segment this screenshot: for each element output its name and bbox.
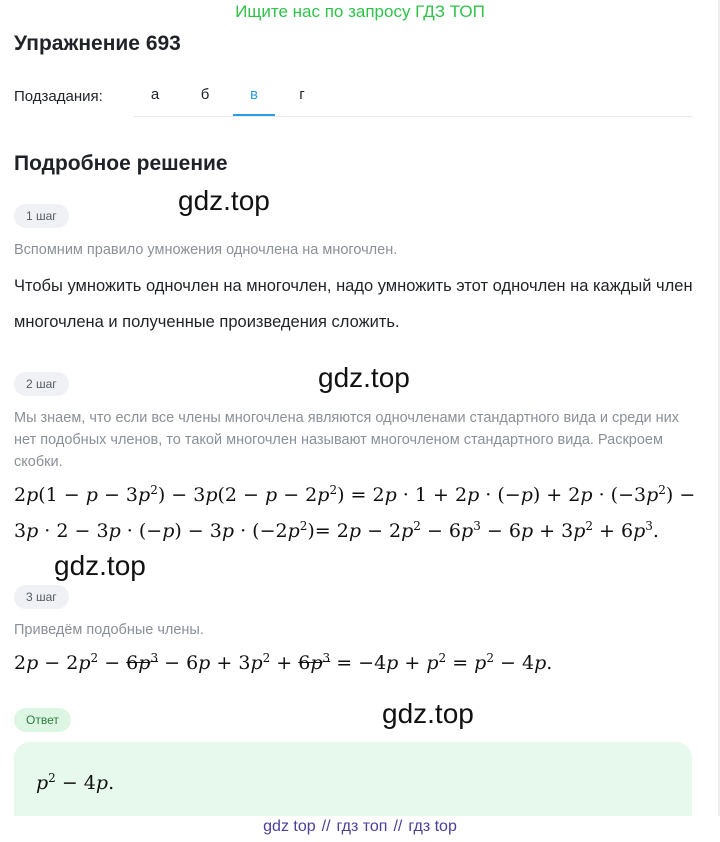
- watermark: gdz.top: [382, 698, 474, 729]
- step-2-badge: 2 шаг: [14, 372, 69, 396]
- answer-badge: Ответ: [14, 708, 71, 732]
- answer-box: [14, 742, 692, 816]
- tab-v[interactable]: в: [233, 80, 275, 116]
- step-2-formula-line-2: $3p \cdot 2 - 3p \cdot (-p) - 3p \cdot (-2p^2)= 2p - 2p^2 - 6p^3 - 6p + 3p^2 + 6p^3$.: [14, 519, 659, 542]
- step-1-text: Чтобы умножить одночлен на многочлен, надо умножить этот одночлен на каждый член многочлена и полученные произведения сложить.: [14, 277, 693, 331]
- watermark: gdz.top: [318, 362, 410, 393]
- tab-b[interactable]: б: [200, 86, 210, 103]
- footer-link-1[interactable]: gdz top: [263, 818, 316, 835]
- footer-separator: //: [393, 818, 403, 835]
- step-3-hint: Приведём подобные члены.: [14, 622, 204, 638]
- subtasks-tabs: [134, 80, 692, 117]
- footer-separator: //: [321, 818, 331, 835]
- step-1-badge: 1 шаг: [14, 204, 69, 228]
- page-title: Упражнение 693: [14, 32, 181, 55]
- answer-formula: $p^2 - 4p$.: [36, 771, 115, 794]
- promo-banner[interactable]: Ищите нас по запросу ГДЗ ТОП: [235, 2, 485, 21]
- tab-a[interactable]: а: [150, 86, 160, 103]
- step-3-formula: $2p - 2p^2 - 6p^3 - 6p + 3p^2 + 6p^3 = -4p + p^2 = p^2 - 4p$.: [14, 651, 553, 674]
- watermark: gdz.top: [54, 550, 146, 581]
- watermark: gdz.top: [178, 185, 270, 216]
- footer-link-2[interactable]: гдз топ: [336, 818, 388, 835]
- step-2-hint: Мы знаем, что если все члены многочлена являются одночленами стандартного вида и среди них нет подобных членов, то такой многочлен называют многочленом стандартного вида. Раскроем скобки.: [14, 410, 679, 470]
- tab-g[interactable]: г: [299, 86, 305, 103]
- footer-links: [0, 816, 720, 842]
- step-1-hint: Вспомним правило умножения одночлена на многочлен.: [14, 242, 398, 258]
- footer-link-3[interactable]: гдз top: [408, 818, 457, 835]
- subtasks-label: Подзадания:: [14, 88, 103, 105]
- solution-title: Подробное решение: [14, 152, 228, 175]
- step-2-formula-line-1: $2p(1 - p - 3p^2) - 3p(2 - p - 2p^2) = 2p \cdot 1 + 2p \cdot (-p) + 2p \cdot (-3p^2)$ −: [14, 483, 696, 506]
- step-3-badge: 3 шаг: [14, 585, 69, 609]
